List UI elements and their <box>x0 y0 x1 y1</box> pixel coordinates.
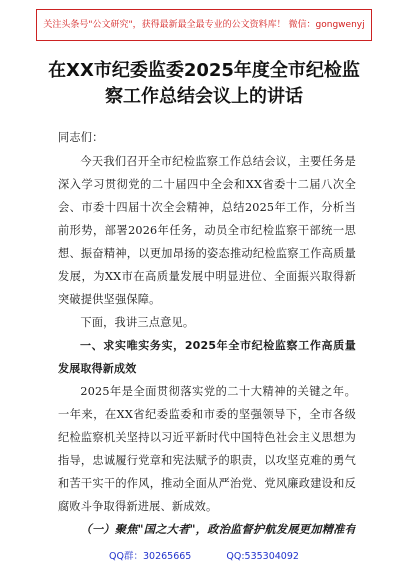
transition-paragraph: 下面，我讲三点意见。 <box>80 316 195 329</box>
promo-banner <box>36 9 372 41</box>
section-1-heading: 一、求实唯实务实，2025年全市纪检监察工作高质量发展取得新成效 <box>58 339 356 375</box>
intro-paragraph: 今天我们召开全市纪检监察工作总结会议，主要任务是深入学习贯彻党的二十届四中全会和XX省委十二届八次全会、市委十四届十次全会精神，总结2025年工作，分析当前形势，部署2026年任务，动员全市纪检监察干部统一思想、振奋精神，以更加昂扬的姿态推动纪检监察工作高质量发展，为XX市在高质量发展中明显进位、全面振兴取得新突破提供坚强保障。 <box>58 155 356 306</box>
qq-group: QQ群：30265665 <box>109 551 192 562</box>
footer-contact <box>0 548 408 562</box>
subsection-1-paragraph <box>58 518 356 541</box>
promo-text: 关注头条号"公文研究"，获得最新最全最专业的公文资料库！ 微信：gongwenyj <box>43 20 365 30</box>
section-1-paragraph: 2025年是全面贯彻落实党的二十大精神的关键之年。一年来，在XX省纪委监委和市委的坚强领导下，全市各级纪检监察机关坚持以习近平新时代中国特色社会主义思想为指导，忠诚履行党章和宪法赋予的职责，以攻坚克难的勇气和苦干实干的作风，推动全面从严治党、党风廉政建设和反腐败斗争取得新进展、新成效。 <box>58 385 356 513</box>
title-line-1: 在XX市纪委监委2025年度全市纪检监 <box>48 60 360 81</box>
subsection-1-lead: （一）聚焦"国之大者"，政治监督护航发展更加精准有 <box>80 523 356 536</box>
salutation: 同志们： <box>58 131 104 144</box>
qq-number: QQ:535304092 <box>226 551 299 562</box>
document-title <box>40 58 368 110</box>
title-line-2: 察工作总结会议上的讲话 <box>105 86 303 107</box>
